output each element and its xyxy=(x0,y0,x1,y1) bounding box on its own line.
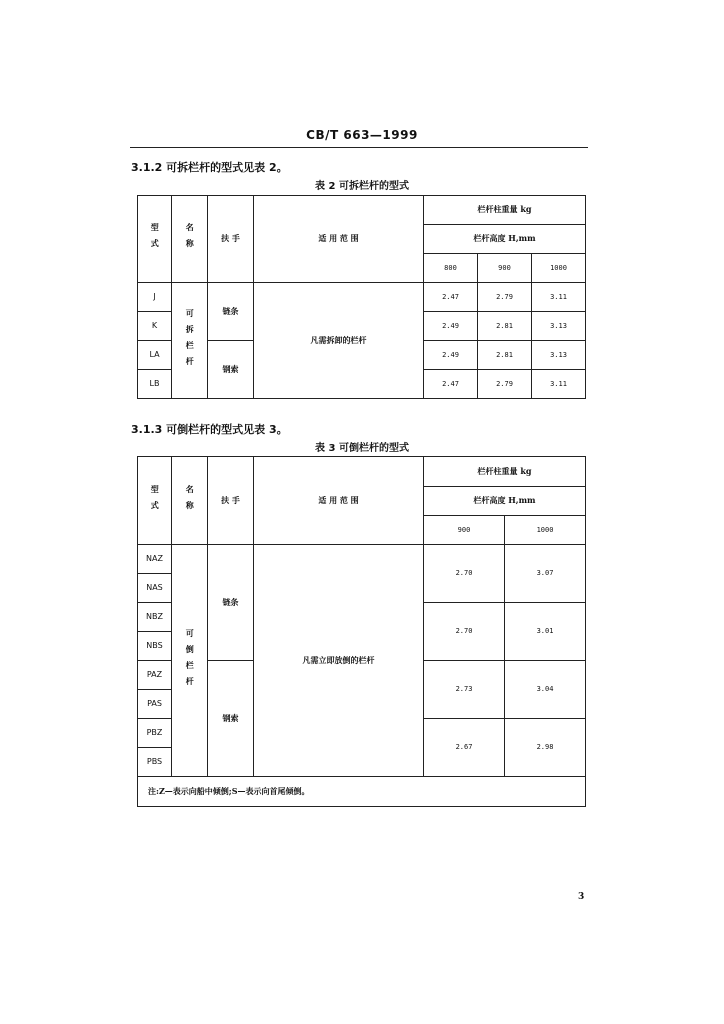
table2-weight: 2.79 xyxy=(478,283,532,312)
table3-type: PAS xyxy=(138,690,172,719)
table2-type: LB xyxy=(138,370,172,399)
table-3-caption: 表 3 可倒栏杆的型式 xyxy=(315,443,409,454)
table2-type: LA xyxy=(138,341,172,370)
table3-weight-header: 栏杆柱重量 kg xyxy=(424,457,586,487)
table-2 xyxy=(137,195,586,399)
table2-type: J xyxy=(138,283,172,312)
table3-scope: 凡需立即放倒的栏杆 xyxy=(254,545,424,777)
table3-weight: 2.98 xyxy=(505,719,586,777)
table2-col-name: 名称 xyxy=(172,196,208,283)
table2-weight: 2.49 xyxy=(424,341,478,370)
table2-weight: 3.13 xyxy=(532,312,586,341)
section-3-1-2-heading: 3.1.2 可拆栏杆的型式见表 2。 xyxy=(131,161,288,174)
table2-col-type: 型式 xyxy=(138,196,172,283)
table2-height: 1000 xyxy=(532,254,586,283)
table2-type: K xyxy=(138,312,172,341)
table2-weight: 2.47 xyxy=(424,370,478,399)
table2-height: 800 xyxy=(424,254,478,283)
table2-rail-cable: 钢索 xyxy=(208,341,254,399)
table3-weight: 2.70 xyxy=(424,603,505,661)
table2-weight: 2.49 xyxy=(424,312,478,341)
table3-height-header: 栏杆高度 H,mm xyxy=(424,487,586,516)
table2-col-rail: 扶 手 xyxy=(208,196,254,283)
table2-weight-header: 栏杆柱重量 kg xyxy=(424,196,586,225)
standard-header: CB/T 663—1999 xyxy=(306,128,418,142)
table3-type: NAS xyxy=(138,574,172,603)
table3-type: PBS xyxy=(138,748,172,777)
table3-weight: 3.01 xyxy=(505,603,586,661)
table3-type: PAZ xyxy=(138,661,172,690)
table2-weight: 3.13 xyxy=(532,341,586,370)
table2-weight: 3.11 xyxy=(532,370,586,399)
header-rule xyxy=(130,147,588,148)
table2-col-scope: 适 用 范 围 xyxy=(254,196,424,283)
table3-weight: 2.73 xyxy=(424,661,505,719)
table-3 xyxy=(137,456,586,807)
table2-weight: 2.47 xyxy=(424,283,478,312)
table2-height-header: 栏杆高度 H,mm xyxy=(424,225,586,254)
table2-rail-chain: 链条 xyxy=(208,283,254,341)
table3-rail-chain: 链条 xyxy=(208,545,254,661)
table3-weight: 3.04 xyxy=(505,661,586,719)
table2-weight: 2.81 xyxy=(478,312,532,341)
table2-height: 900 xyxy=(478,254,532,283)
table3-rail-cable: 钢索 xyxy=(208,661,254,777)
table3-col-name: 名称 xyxy=(172,457,208,545)
table2-weight: 3.11 xyxy=(532,283,586,312)
table3-weight: 2.70 xyxy=(424,545,505,603)
table2-weight: 2.81 xyxy=(478,341,532,370)
table3-type: NBS xyxy=(138,632,172,661)
table3-col-rail: 扶 手 xyxy=(208,457,254,545)
table3-weight: 2.67 xyxy=(424,719,505,777)
table3-name: 可倒栏杆 xyxy=(172,545,208,777)
table2-scope: 凡需拆卸的栏杆 xyxy=(254,283,424,399)
table3-height: 900 xyxy=(424,516,505,545)
table3-note: 注:Z—表示向船中倾倒;S—表示向首尾倾倒。 xyxy=(138,777,586,807)
table2-weight: 2.79 xyxy=(478,370,532,399)
page-number: 3 xyxy=(578,892,585,902)
table3-type: NBZ xyxy=(138,603,172,632)
table3-col-type: 型式 xyxy=(138,457,172,545)
table2-name: 可拆栏杆 xyxy=(172,283,208,399)
table3-type: PBZ xyxy=(138,719,172,748)
table3-weight: 3.07 xyxy=(505,545,586,603)
table3-height: 1000 xyxy=(505,516,586,545)
table3-type: NAZ xyxy=(138,545,172,574)
section-3-1-3-heading: 3.1.3 可倒栏杆的型式见表 3。 xyxy=(131,423,288,436)
table3-col-scope: 适 用 范 围 xyxy=(254,457,424,545)
table-2-caption: 表 2 可拆栏杆的型式 xyxy=(315,181,409,192)
